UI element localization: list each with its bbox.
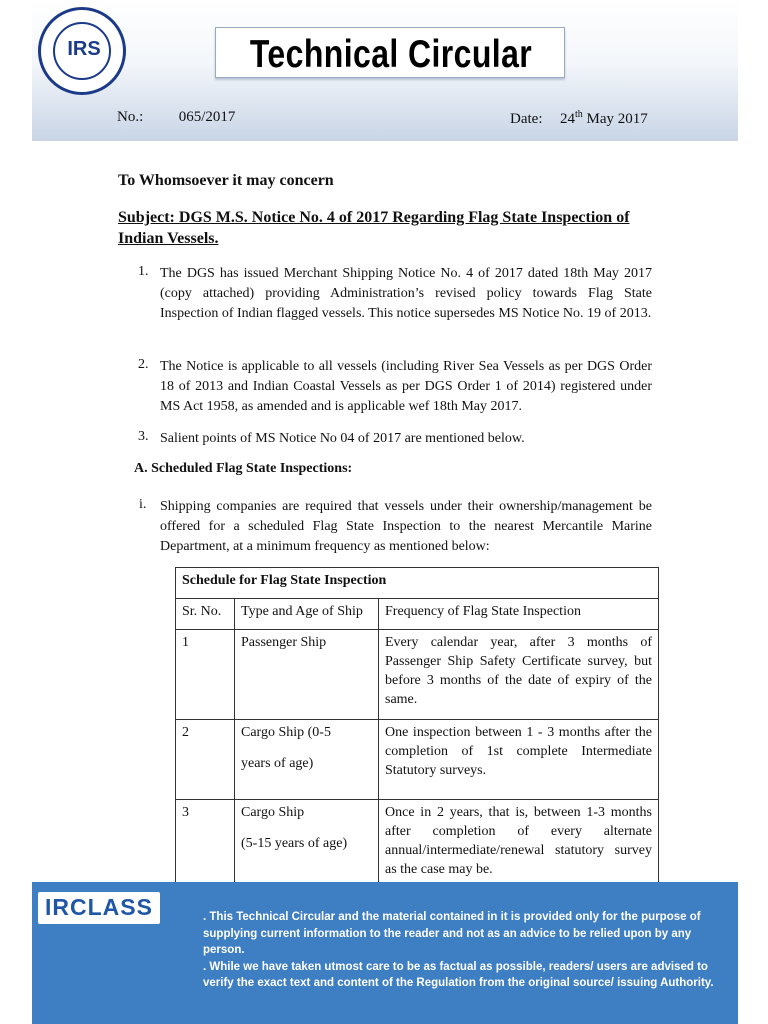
cell-type: [235, 800, 379, 886]
disclaimer-paragraph: . This Technical Circular and the material contained in it is provided only for the purpose of supplying current information to the reader and not as an advice to be relied upon by any person.: [203, 911, 701, 956]
ship-type: Cargo Ship: [241, 805, 305, 820]
disclaimer-paragraph: . While we have taken utmost care to be as factual as possible, readers/ users are advised to verify the exact text and content of the Regulation from the original source/ issuing Authority.: [203, 960, 714, 989]
number-value: 065/2017: [178, 109, 236, 125]
cell-frequency: Once in 2 years, that is, between 1-3 months after completion of every alternate annual/intermediate/renewal statutory survey as the case may be.: [379, 800, 659, 886]
cell-sr: 2: [176, 720, 235, 800]
cell-frequency: One inspection between 1 - 3 months after the completion of 1st complete Intermediate Statutory surveys.: [379, 720, 659, 800]
table-title-row: [176, 568, 659, 599]
table-title: Schedule for Flag State Inspection: [176, 568, 659, 599]
number-label: No.:: [117, 109, 144, 125]
date-day: 24: [559, 111, 575, 127]
seal-inner-ring: [53, 22, 111, 80]
list-item: The DGS has issued Merchant Shipping Notice No. 4 of 2017 dated 18th May 2017 (copy attached) providing Administration’s revised policy towards Flag State Inspection of Indian flagged vessels. This notice supersedes MS Notice No. 19 of 2013.: [160, 266, 652, 321]
date-label: Date:: [510, 111, 543, 127]
section-heading: A. Scheduled Flag State Inspections:: [134, 461, 353, 476]
ship-type: Passenger Ship: [241, 635, 327, 650]
table-row: [176, 720, 659, 800]
ship-type: Cargo Ship (0-5: [241, 725, 331, 740]
inspection-schedule-table: [175, 567, 659, 886]
column-header: Sr. No.: [176, 599, 235, 630]
column-header: Frequency of Flag State Inspection: [379, 599, 659, 630]
item-number: 2.: [138, 357, 149, 372]
list-item: Shipping companies are required that vessels under their ownership/management be offered for a scheduled Flag State Inspection to the nearest Mercantile Marine Department, at a minimum frequency as mentioned below:: [160, 499, 652, 554]
cell-type: [235, 630, 379, 720]
ship-age: (5-15 years of age): [241, 836, 348, 851]
brand-text: IRCLASS: [45, 894, 153, 920]
date-rest: May 2017: [582, 111, 648, 127]
circular-header: [32, 0, 738, 141]
item-number: i.: [139, 497, 147, 512]
title-box: [215, 27, 565, 78]
table-header-row: [176, 599, 659, 630]
circular-date: [510, 109, 648, 128]
irclass-logo: [38, 892, 160, 924]
cell-frequency: Every calendar year, after 3 months of Passenger Ship Safety Certificate survey, but before 3 months of the date of expiry of the same.: [379, 630, 659, 720]
item-number: 1.: [138, 264, 149, 279]
subject-line: Subject: DGS M.S. Notice No. 4 of 2017 Regarding Flag State Inspection of Indian Vessels.: [118, 209, 630, 247]
seal-mark: IRS: [67, 38, 101, 60]
disclaimer-text: [203, 909, 723, 992]
addressee: To Whomsoever it may concern: [118, 172, 334, 189]
disclaimer-footer: [32, 882, 738, 1024]
cell-sr: 1: [176, 630, 235, 720]
page-title: Technical Circular: [249, 33, 533, 76]
table-row: [176, 800, 659, 886]
ship-age: years of age): [241, 756, 314, 771]
table-row: [176, 630, 659, 720]
irs-seal-logo: [38, 7, 126, 95]
cell-type: [235, 720, 379, 800]
list-item: Salient points of MS Notice No 04 of 2017 are mentioned below.: [160, 431, 525, 446]
column-header: Type and Age of Ship: [235, 599, 379, 630]
circular-number: [117, 109, 235, 126]
list-item: The Notice is applicable to all vessels (including River Sea Vessels as per DGS Order 18 of 2013 and Indian Coastal Vessels as per DGS Order 1 of 2014) registered under MS Act 1958, as amended and is applicable wef 18th May 2017.: [160, 359, 652, 414]
cell-sr: 3: [176, 800, 235, 886]
date-suffix: th: [574, 109, 583, 120]
item-number: 3.: [138, 429, 149, 444]
